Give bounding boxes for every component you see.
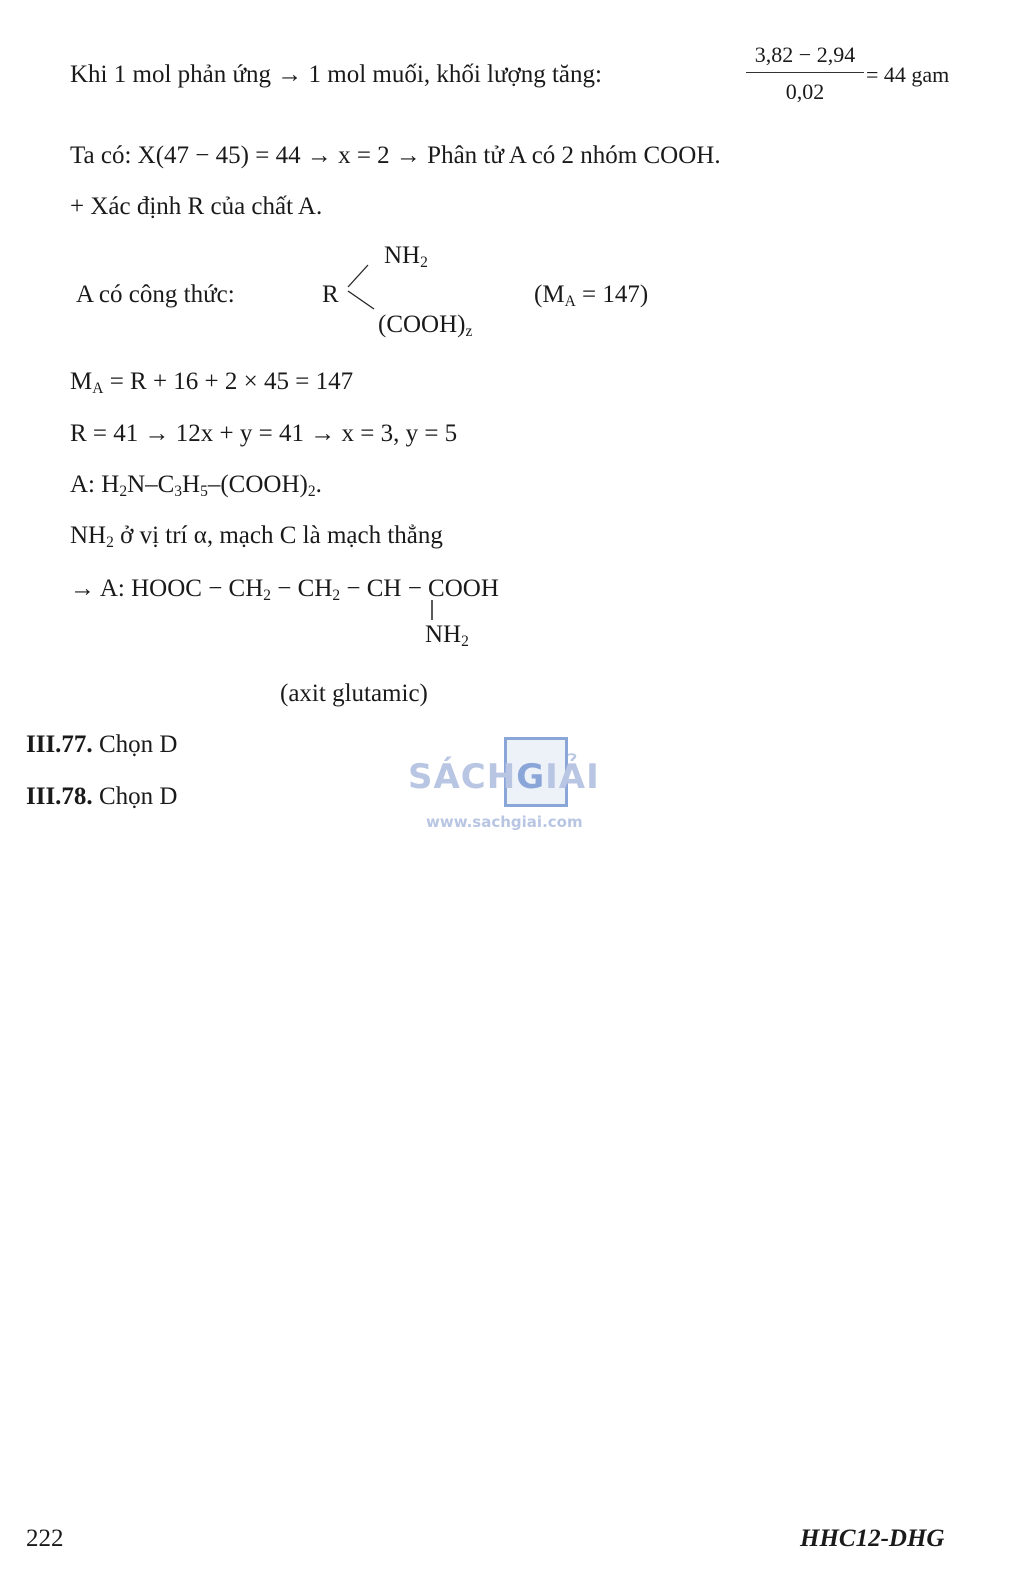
cf-s3: 5 [200, 482, 208, 500]
answer-number: III.78. [26, 783, 93, 810]
mass-result [866, 64, 949, 86]
equation-rest: = R + 16 + 2 × 45 = 147 [103, 368, 354, 395]
chain-s1: 2 [263, 586, 272, 604]
formula-nh-sub: 2 [420, 253, 428, 271]
answer-iii-77 [26, 732, 177, 757]
answer-text: Chọn D [92, 783, 178, 810]
book-code: HHC12-DHG [800, 1525, 945, 1552]
cf-d: –(COOH) [207, 471, 308, 498]
formula-r: R [322, 281, 339, 308]
cooh-count-line: Ta có: X(47 − 45) = 44 → x = 2 → Phân tử A có 2 nhóm COOH. [70, 142, 721, 169]
molar-mass-open: (M [534, 281, 565, 308]
chain-nh2 [425, 621, 469, 650]
formula-label: A có công thức: [76, 281, 235, 308]
chain-nh-sub: 2 [461, 632, 469, 650]
cf-s2: 3 [174, 482, 183, 500]
formula-nh2 [384, 242, 428, 271]
answer-iii-78 [26, 784, 177, 809]
molar-mass-rest: = 147) [575, 281, 649, 308]
chain-b: − CH [271, 575, 333, 602]
watermark-brand-right: IẢI [545, 757, 600, 797]
mass-increase-text: Khi 1 mol phản ứng → 1 mol muối, khối lượng tăng: [70, 61, 602, 88]
equation-m: M [70, 368, 93, 395]
glutamic-chain [70, 575, 499, 604]
alpha-position-line [70, 522, 443, 551]
determine-r-line: + Xác định R của chất A. [70, 193, 323, 220]
chain-vertical-bond [429, 599, 435, 621]
molar-mass-equation [70, 368, 354, 397]
formula-cooh-sub: z [465, 322, 473, 340]
fraction-numerator: 3,82 − 2,94 [746, 44, 864, 73]
cf-a: A: H [70, 471, 120, 498]
molar-mass-note [534, 281, 649, 310]
mass-fraction [746, 44, 864, 103]
mass-increase-line [70, 62, 602, 87]
watermark-brand [408, 757, 600, 797]
r-equation: R = 41 → 12x + y = 41 → x = 3, y = 5 [70, 420, 458, 447]
answer-text: Chọn D [92, 731, 178, 758]
chain-s2: 2 [332, 586, 341, 604]
watermark-url: www.sachgiai.com [426, 813, 583, 831]
formula-cooh [378, 311, 473, 340]
chain-nh-text: NH [425, 621, 462, 648]
cf-b: N–C [127, 471, 175, 498]
cf-s1: 2 [119, 482, 128, 500]
mass-result-text: = 44 gam [866, 62, 950, 87]
compound-name: (axit glutamic) [280, 680, 428, 707]
cf-c: H [182, 471, 201, 498]
watermark-logo [408, 735, 618, 835]
alpha-nh: NH [70, 522, 107, 549]
formula-nh-text: NH [384, 242, 421, 269]
chain-a: → A: HOOC − CH [70, 575, 264, 602]
condensed-formula [70, 471, 322, 500]
cf-s4: 2 [307, 482, 316, 500]
page-number: 222 [26, 1525, 64, 1552]
watermark-brand-left: SÁCH [408, 757, 517, 797]
alpha-rest: ở vị trí α, mạch C là mạch thẳng [113, 522, 443, 549]
equation-m-sub: A [92, 379, 104, 397]
chain-c: − CH − COOH [340, 575, 499, 602]
formula-cooh-text: (COOH) [378, 311, 466, 338]
cf-e: . [315, 471, 322, 498]
molar-mass-sub: A [564, 292, 576, 310]
alpha-nh-sub: 2 [106, 533, 114, 551]
watermark-brand-g: G [516, 757, 546, 797]
formula-bonds [344, 255, 380, 315]
fraction-denominator: 0,02 [785, 79, 825, 104]
answer-number: III.77. [26, 731, 93, 758]
